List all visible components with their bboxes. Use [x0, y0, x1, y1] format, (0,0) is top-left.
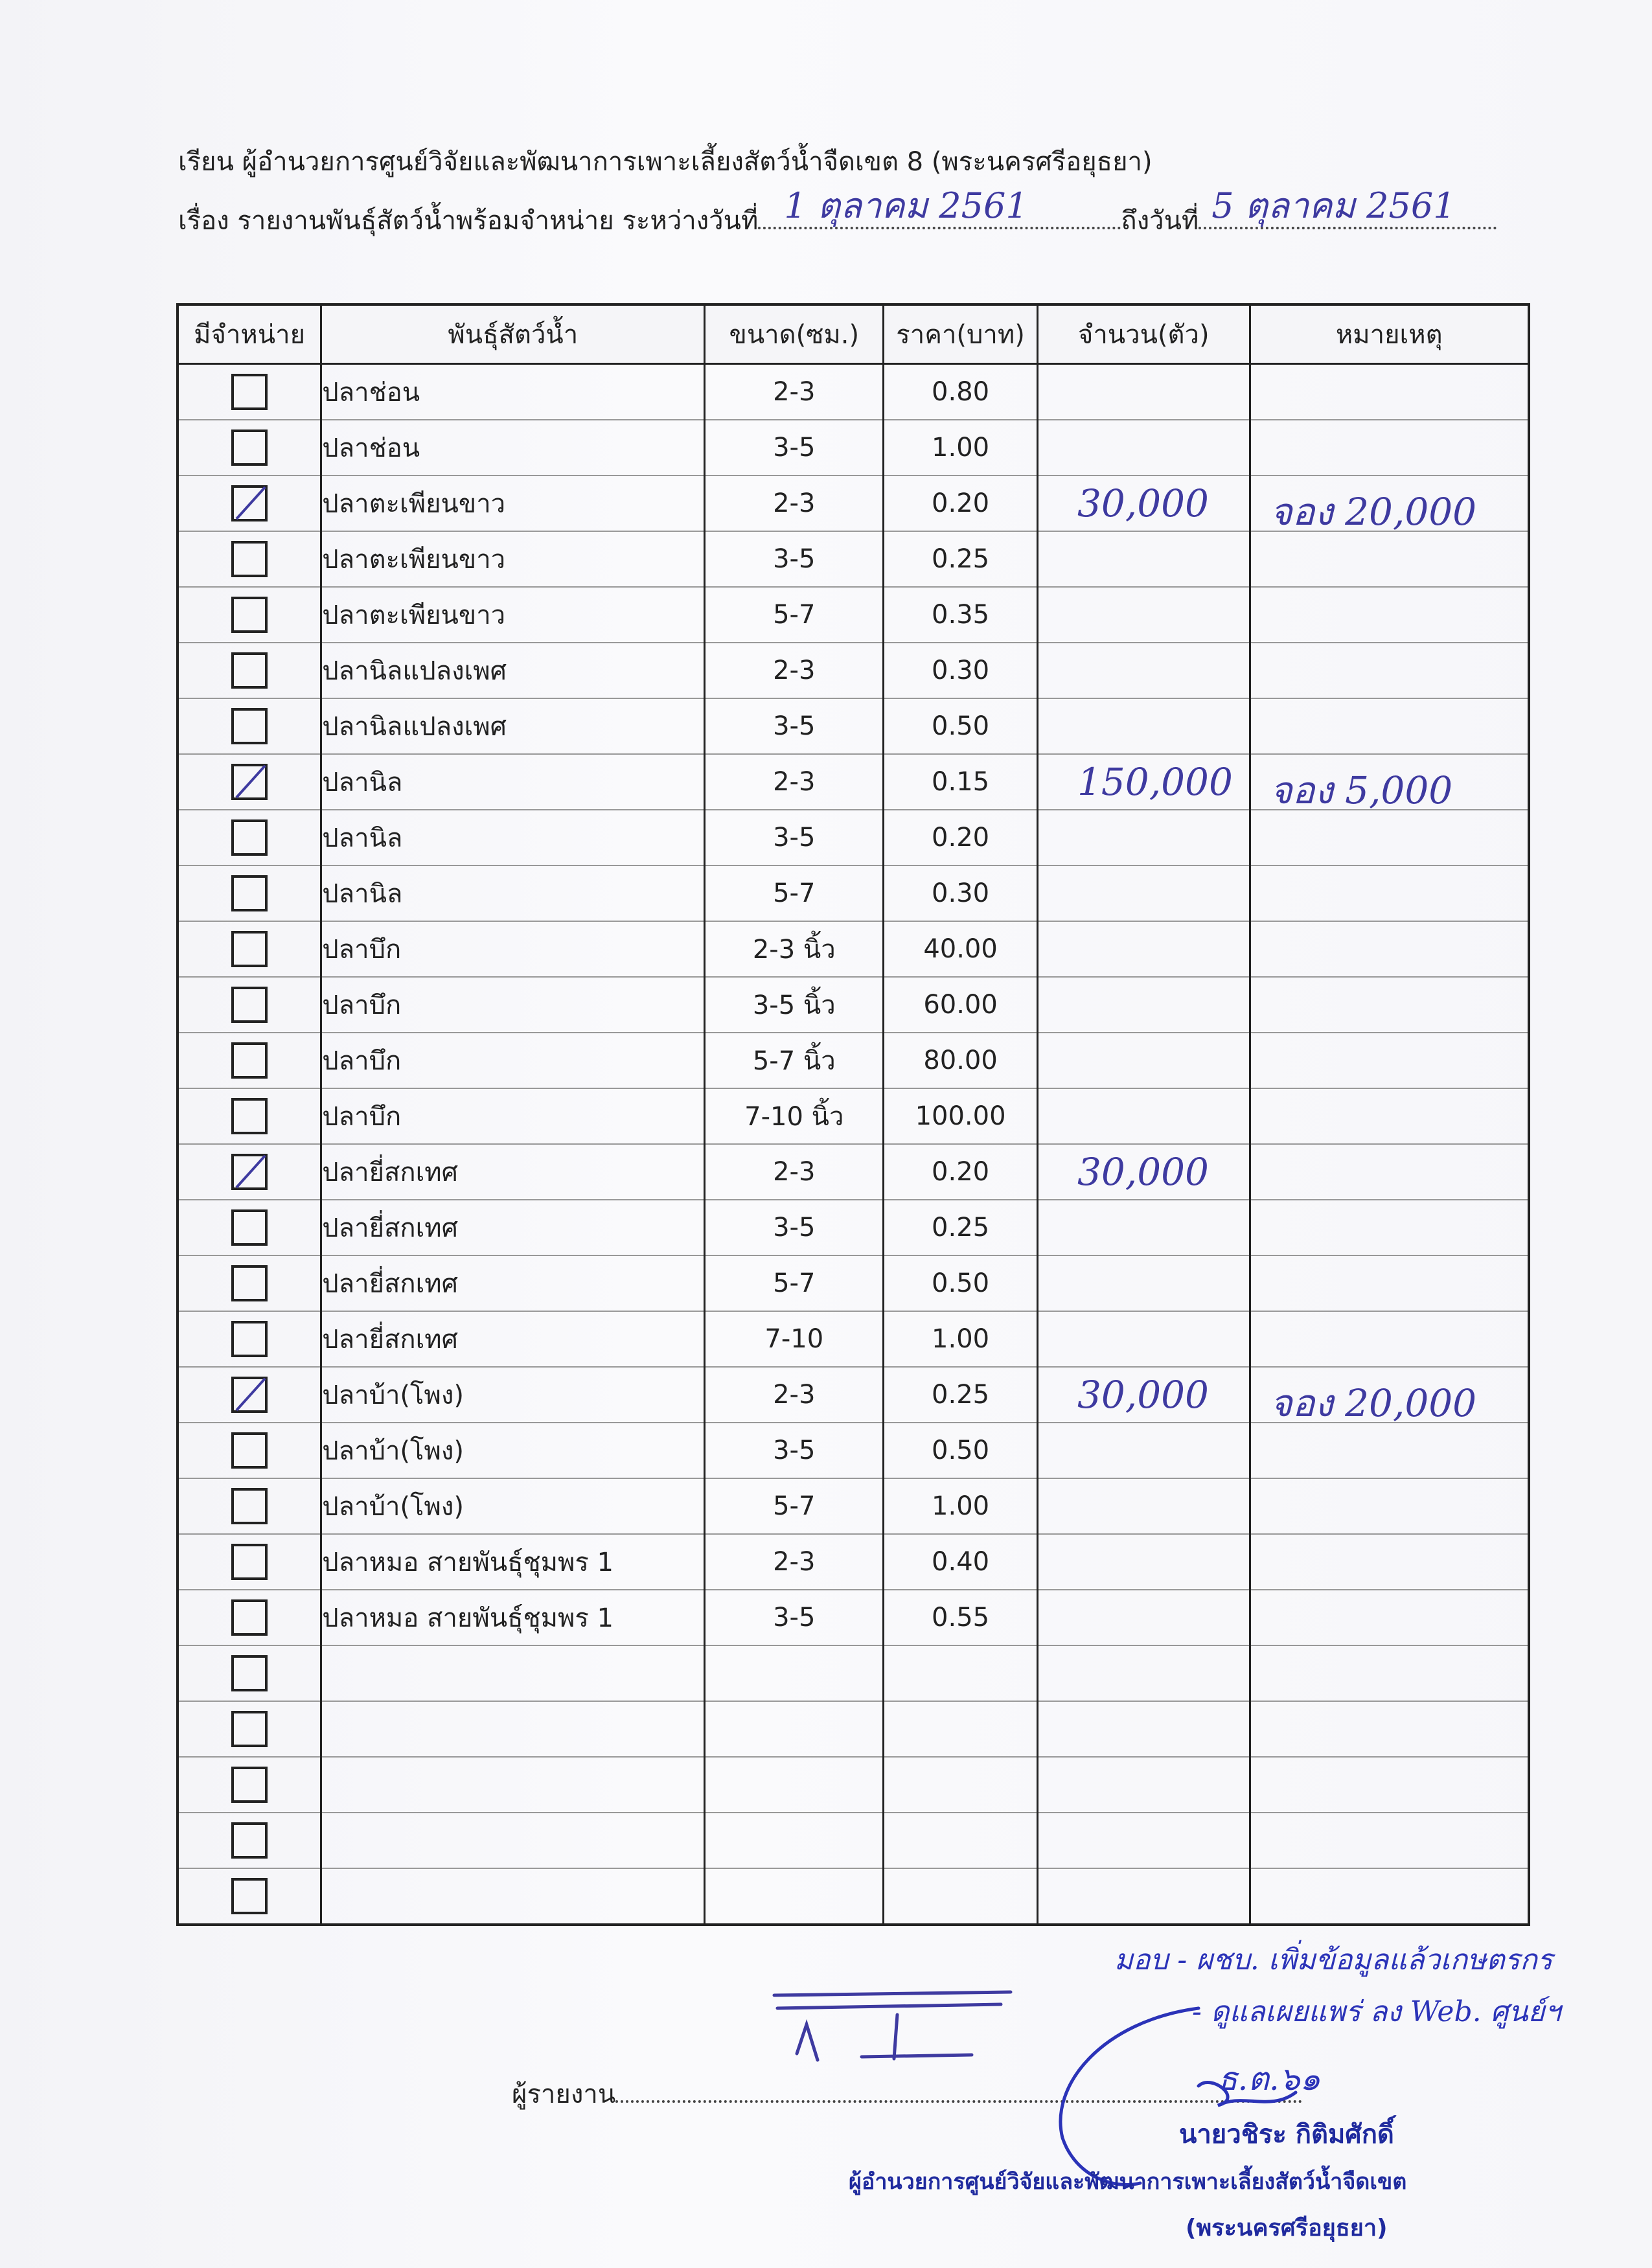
cell-species: ปลาตะเพียนขาว — [321, 531, 705, 587]
cell-species: ปลานิล — [321, 810, 705, 865]
cell-species: ปลายี่สกเทศ — [321, 1255, 705, 1311]
cell-size: 3-5 — [705, 1200, 884, 1255]
cell-price: 0.20 — [884, 810, 1038, 865]
header-remarks: หมายเหตุ — [1250, 304, 1529, 364]
cell-quantity-handwritten: 30,000 — [1077, 1150, 1209, 1194]
cell-size: 3-5 — [705, 531, 884, 587]
cell-size: 2-3 นิ้ว — [705, 921, 884, 977]
cell-price: 0.25 — [884, 1367, 1038, 1423]
cell-price: 1.00 — [884, 1311, 1038, 1367]
cell-price: 0.30 — [884, 865, 1038, 921]
header-size: ขนาด(ซม.) — [705, 304, 884, 364]
signer-location: (พระนครศรีอยุธยา) — [1186, 2215, 1388, 2241]
cell-price: 0.40 — [884, 1534, 1038, 1590]
header-quantity: จำนวน(ตัว) — [1038, 304, 1250, 364]
cell-species: ปลาช่อน — [321, 364, 705, 420]
cell-remarks-handwritten: จอง 20,000 — [1270, 1381, 1477, 1425]
cell-size: 3-5 — [705, 1590, 884, 1645]
cell-species: ปลาบึก — [321, 977, 705, 1033]
cell-price: 0.50 — [884, 1423, 1038, 1478]
annotation-line-2: - ดูแลเผยแพร่ ลง Web. ศูนย์ฯ — [1192, 1995, 1561, 2028]
cell-species: ปลานิลแปลงเพศ — [321, 643, 705, 698]
cell-species: ปลาบ้า(โพง) — [321, 1367, 705, 1423]
reporter-signature — [774, 1992, 1011, 2060]
cell-price: 0.50 — [884, 698, 1038, 754]
cell-size: 3-5 — [705, 1423, 884, 1478]
cell-remarks-handwritten: จอง 20,000 — [1270, 490, 1477, 534]
cell-price: 0.80 — [884, 364, 1038, 420]
cell-price: 40.00 — [884, 921, 1038, 977]
cell-price: 0.50 — [884, 1255, 1038, 1311]
cell-species: ปลานิลแปลงเพศ — [321, 698, 705, 754]
cell-size: 3-5 — [705, 420, 884, 475]
cell-price: 0.35 — [884, 587, 1038, 643]
cell-size: 2-3 — [705, 754, 884, 810]
cell-species: ปลานิล — [321, 865, 705, 921]
cell-price: 0.20 — [884, 475, 1038, 531]
cell-price: 0.25 — [884, 1200, 1038, 1255]
cell-price: 60.00 — [884, 977, 1038, 1033]
cell-species: ปลาบึก — [321, 921, 705, 977]
signer-name: นายวชิระ กิติมศักดิ์ — [1179, 2120, 1394, 2149]
cell-size: 2-3 — [705, 1534, 884, 1590]
cell-price: 0.25 — [884, 531, 1038, 587]
cell-size: 3-5 นิ้ว — [705, 977, 884, 1033]
cell-species: ปลาตะเพียนขาว — [321, 475, 705, 531]
cell-species: ปลายี่สกเทศ — [321, 1200, 705, 1255]
signature-date: ธ.ต.๖๑ — [1218, 2060, 1321, 2098]
cell-species: ปลาช่อน — [321, 420, 705, 475]
cell-price: 80.00 — [884, 1033, 1038, 1088]
cell-price: 0.55 — [884, 1590, 1038, 1645]
cell-species: ปลาบึก — [321, 1033, 705, 1088]
cell-size: 5-7 — [705, 587, 884, 643]
cell-remarks-handwritten: จอง 5,000 — [1270, 768, 1453, 812]
cell-price: 1.00 — [884, 420, 1038, 475]
cell-species: ปลาบึก — [321, 1088, 705, 1144]
cell-size: 5-7 นิ้ว — [705, 1033, 884, 1088]
subject-label: เรื่อง รายงานพันธุ์สัตว์น้ำพร้อมจำหน่าย ระหว่างวันที่ — [178, 206, 759, 236]
end-date-handwritten: 5 ตุลาคม 2561 — [1211, 185, 1456, 226]
cell-size: 2-3 — [705, 364, 884, 420]
cell-size: 7-10 นิ้ว — [705, 1088, 884, 1144]
cell-size: 5-7 — [705, 1478, 884, 1534]
cell-species: ปลายี่สกเทศ — [321, 1311, 705, 1367]
header-recipient: เรียน ผู้อำนวยการศูนย์วิจัยและพัฒนาการเพาะเลี้ยงสัตว์น้ำจืดเขต 8 (พระนครศรีอยุธยา) — [178, 147, 1153, 177]
cell-species: ปลาบ้า(โพง) — [321, 1423, 705, 1478]
cell-price: 0.20 — [884, 1144, 1038, 1200]
cell-quantity-handwritten: 150,000 — [1077, 760, 1233, 804]
cell-species: ปลาหมอ สายพันธุ์ชุมพร 1 — [321, 1590, 705, 1645]
cell-size: 2-3 — [705, 475, 884, 531]
cell-price: 1.00 — [884, 1478, 1038, 1534]
cell-size: 7-10 — [705, 1311, 884, 1367]
cell-size: 3-5 — [705, 810, 884, 865]
cell-species: ปลาตะเพียนขาว — [321, 587, 705, 643]
cell-quantity-handwritten: 30,000 — [1077, 481, 1209, 525]
to-date-label: ถึงวันที่ — [1121, 206, 1199, 236]
header-species: พันธุ์สัตว์น้ำ — [321, 304, 705, 364]
annotation-line-1: มอบ - ผชบ. เพิ่มข้อมูลแล้วเกษตรกร — [1114, 1943, 1553, 1976]
cell-size: 3-5 — [705, 698, 884, 754]
cell-species: ปลานิล — [321, 754, 705, 810]
cell-size: 5-7 — [705, 865, 884, 921]
cell-size: 2-3 — [705, 1367, 884, 1423]
cell-price: 0.15 — [884, 754, 1038, 810]
cell-price: 0.30 — [884, 643, 1038, 698]
start-date-handwritten: 1 ตุลาคม 2561 — [784, 185, 1028, 226]
cell-size: 5-7 — [705, 1255, 884, 1311]
cell-price: 100.00 — [884, 1088, 1038, 1144]
header-available: มีจำหน่าย — [178, 304, 321, 364]
signer-title: ผู้อำนวยการศูนย์วิจัยและพัฒนาการเพาะเลี้ยงสัตว์น้ำจืดเขต — [849, 2169, 1407, 2195]
header-price: ราคา(บาท) — [884, 304, 1038, 364]
cell-species: ปลายี่สกเทศ — [321, 1144, 705, 1200]
cell-size: 2-3 — [705, 643, 884, 698]
cell-size: 2-3 — [705, 1144, 884, 1200]
cell-quantity-handwritten: 30,000 — [1077, 1373, 1209, 1417]
reporter-label: ผู้รายงาน — [512, 2079, 616, 2109]
cell-species: ปลาบ้า(โพง) — [321, 1478, 705, 1534]
cell-species: ปลาหมอ สายพันธุ์ชุมพร 1 — [321, 1534, 705, 1590]
